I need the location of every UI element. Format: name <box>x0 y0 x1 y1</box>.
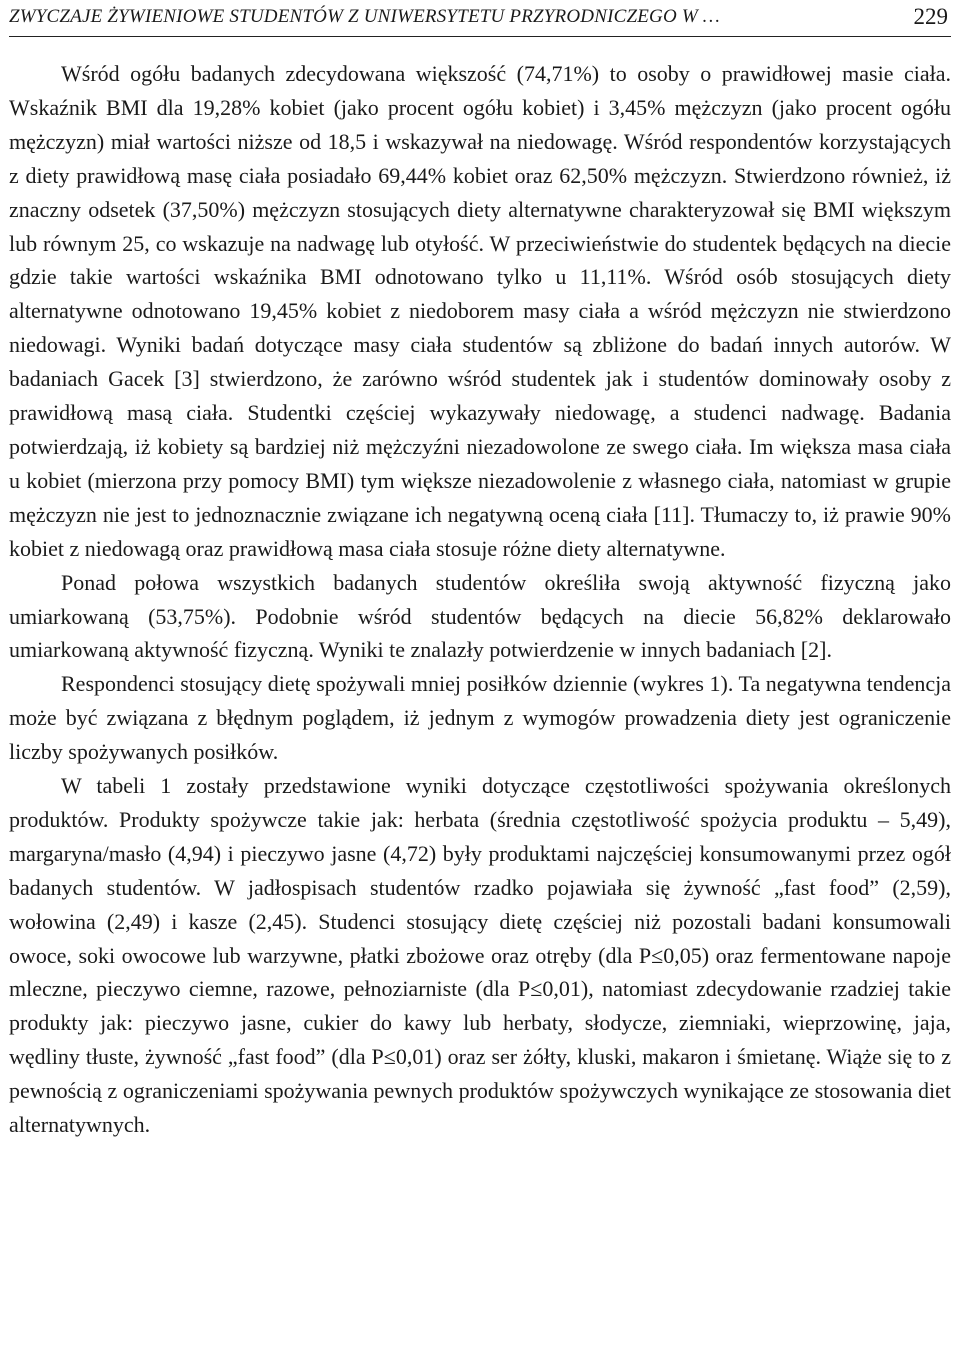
paragraph-product-consumption: W tabeli 1 zostały przedstawione wyniki dotyczące częstotliwości spożywania określonych produktów. Produkty spożywcze takie jak: herbata (średnia częstotliwość spożycia produktu – 5,49), margaryna/masło (4,94) i pieczywo jasne (4,72) były produktami najczęściej konsumowanymi przez ogół badanych studentów. W jadłospisach studentów rzadko pojawiała się żywność „fast food” (2,59), wołowina (2,49) i kasze (2,45). Studenci stosujący dietę częściej niż pozostali badani konsumowali owoce, soki owocowe lub warzywne, płatki zbożowe oraz otręby (dla P≤0,05) oraz fermentowane napoje mleczne, pieczywo ciemne, razowe, pełnoziarniste (dla P≤0,01), natomiast zdecydowanie rzadziej takie produkty jak: pieczywo jasne, cukier do kawy lub herbaty, słodycze, ziemniaki, wieprzowinę, jaja, wędliny tłuste, żywność „fast food” (dla P≤0,01) oraz ser żółty, kluski, makaron i śmietanę. Wiąże się to z pewnością z ograniczeniami spożywania pewnych produktów spożywczych wynikające ze stosowania diet alternatywnych. <box>9 773 951 1138</box>
running-title: ZWYCZAJE ŻYWIENIOWE STUDENTÓW Z UNIWERSYTETU PRZYRODNICZEGO W … <box>9 6 720 27</box>
paragraph-meal-frequency: Respondenci stosujący dietę spożywali mniej posiłków dziennie (wykres 1). Ta negatywna tendencja może być związana z błędnym poglądem, iż jednym z wymogów prowadzenia diety jest ograniczenie liczby spożywanych posiłków. <box>9 671 951 765</box>
body-text <box>9 57 951 1142</box>
paragraph-physical-activity: Ponad połowa wszystkich badanych studentów określiła swoją aktywność fizyczną jako umiarkowaną (53,75%). Podobnie wśród studentów będących na diecie 56,82% deklarowało umiarkowaną aktywność fizyczną. Wyniki te znalazły potwierdzenie w innych badaniach [2]. <box>9 569 951 663</box>
running-header <box>9 2 951 37</box>
paragraph-bmi-results: Wśród ogółu badanych zdecydowana większość (74,71%) to osoby o prawidłowej masie ciała. Wskaźnik BMI dla 19,28% kobiet (jako procent ogółu kobiet) i 3,45% mężczyzn (jako procent ogółu mężczyzn) miał wartości niższe od 18,5 i wskazywał na niedowagę. Wśród respondentów korzystających z diety prawidłową masę ciała posiadało 69,44% kobiet oraz 62,50% mężczyzn. Stwierdzono również, iż znaczny odsetek (37,50%) mężczyzn stosujących diety alternatywne charakteryzował się BMI większym lub równym 25, co wskazuje na nadwagę lub otyłość. W przeciwieństwie do studentek będących na diecie gdzie takie wartości wskaźnika BMI odnotowano tylko u 11,11%. Wśród osób stosujących diety alternatywne odnotowano 19,45% kobiet z niedoborem masy ciała a wśród mężczyzn nie stwierdzono niedowagi. Wyniki badań dotyczące masy ciała studentów są zbliżone do badań innych autorów. W badaniach Gacek [3] stwierdzono, że zarówno wśród studentek jak i studentów dominowały osoby z prawidłową masą ciała. Studentki częściej wykazywały niedowagę, a studenci nadwagę. Badania potwierdzają, iż kobiety są bardziej niż mężczyźni niezadowolone ze swego ciała. Im większa masa ciała u kobiet (mierzona przy pomocy BMI) tym większe niezadowolenie z własnego ciała, natomiast w grupie mężczyzn nie jest to jednoznacznie związane ich negatywną oceną ciała [11]. Tłumaczy to, iż prawie 90% kobiet z niedowagą oraz prawidłową masa ciała stosuje różne diety alternatywne. <box>9 61 951 561</box>
document-page <box>0 2 960 1348</box>
page-number: 229 <box>913 4 948 29</box>
